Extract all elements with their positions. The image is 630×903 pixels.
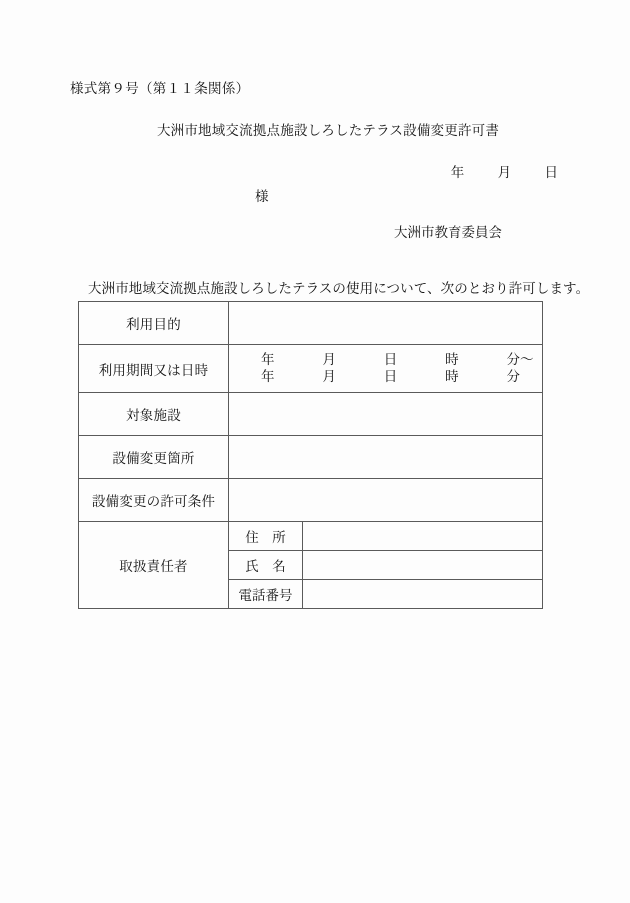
datetime-line-start <box>229 351 542 368</box>
intro-text: 大洲市地域交流拠点施設しろしたテラスの使用について、次のとおり許可します。 <box>88 281 590 296</box>
sub-label-phone: 電話番号 <box>229 580 303 609</box>
end-day-label: 日 <box>383 369 398 384</box>
end-year-label: 年 <box>261 369 275 384</box>
issuer-name: 大洲市教育委員会 <box>394 225 502 240</box>
end-month-label: 月 <box>322 369 336 384</box>
table-row <box>79 345 543 393</box>
sub-value-name[interactable] <box>303 551 543 580</box>
row-label-period: 利用期間又は日時 <box>79 345 229 393</box>
sub-value-phone[interactable] <box>303 580 543 609</box>
sub-value-address[interactable] <box>303 522 543 551</box>
permit-detail-table <box>78 301 543 609</box>
row-value-facility[interactable] <box>229 393 543 436</box>
start-day-label: 日 <box>383 351 398 367</box>
start-hour-label: 時 <box>445 351 459 367</box>
end-hour-label: 時 <box>445 369 459 384</box>
row-value-change-location[interactable] <box>229 436 543 479</box>
table-row <box>79 522 543 551</box>
date-month-label: 月 <box>497 165 512 180</box>
row-value-period[interactable] <box>229 345 543 393</box>
row-value-purpose[interactable] <box>229 302 543 345</box>
sub-label-address: 住 所 <box>229 522 303 551</box>
document-title: 大洲市地域交流拠点施設しろしたテラス設備変更許可書 <box>156 123 500 138</box>
row-label-conditions: 設備変更の許可条件 <box>79 479 229 522</box>
start-year-label: 年 <box>261 351 275 367</box>
table-row <box>79 393 543 436</box>
table-row <box>79 436 543 479</box>
row-label-purpose: 利用目的 <box>79 302 229 345</box>
row-value-conditions[interactable] <box>229 479 543 522</box>
end-minute-label: 分 <box>506 369 520 384</box>
table-row <box>79 479 543 522</box>
row-label-responsible-person: 取扱責任者 <box>79 522 229 609</box>
start-minute-label: 分～ <box>506 351 534 367</box>
row-label-facility: 対象施設 <box>79 393 229 436</box>
date-day-label: 日 <box>544 165 558 180</box>
form-number: 様式第９号（第１１条関係） <box>70 81 250 96</box>
datetime-line-end <box>229 368 542 385</box>
addressee-honorific: 様 <box>255 189 269 204</box>
table-row <box>79 302 543 345</box>
date-year-label: 年 <box>450 165 465 180</box>
start-month-label: 月 <box>322 351 336 367</box>
datetime-stack <box>229 349 542 389</box>
sub-label-name: 氏 名 <box>229 551 303 580</box>
row-label-change-location: 設備変更箇所 <box>79 436 229 479</box>
issue-date-line <box>0 161 630 181</box>
